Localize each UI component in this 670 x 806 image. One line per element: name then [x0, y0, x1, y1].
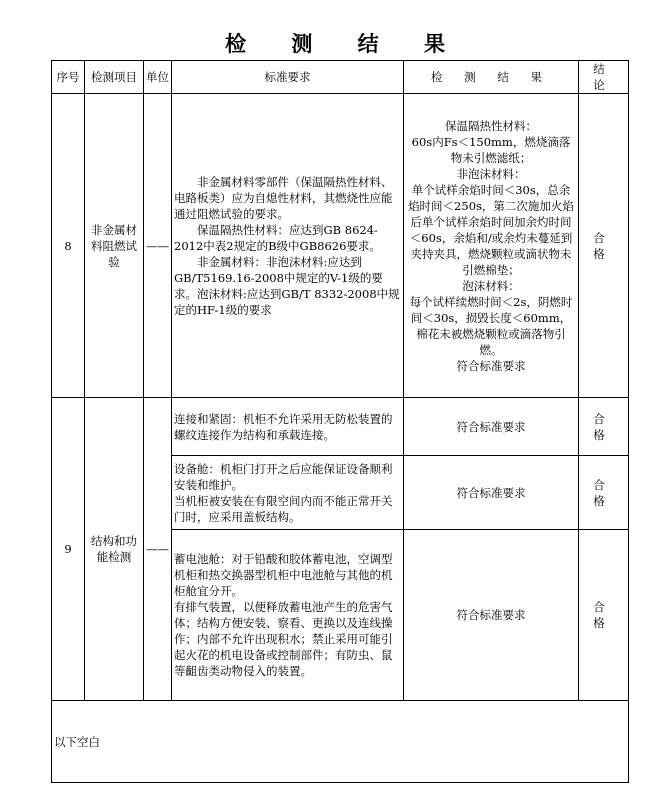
row8-result-l3: 非泡沫材料： [456, 166, 526, 181]
header-unit: 单位 [144, 61, 172, 94]
row8-result-l5: 泡沫材料： [462, 278, 520, 293]
blank-row [52, 701, 629, 783]
row8-result-l7: 符合标准要求 [456, 358, 526, 373]
results-table [51, 60, 629, 783]
page-title: 检 测 结 果 [225, 32, 464, 56]
row9b-standard [172, 456, 404, 530]
table-row-8 [52, 94, 629, 398]
row8-standard [172, 94, 404, 398]
header-result: 检 测 结 果 [404, 61, 579, 94]
header-conclusion: 结 论 [579, 61, 629, 94]
header-standard: 标准要求 [172, 61, 404, 94]
row9-item: 结构和功能检测 [85, 398, 144, 701]
header-item: 检测项目 [85, 61, 144, 94]
row9b-standard-p2: 当机柜被安装在有限空间内而不能正常开关门时，应采用盖板结构。 [174, 493, 393, 524]
row9b-conclusion: 合 格 [579, 456, 629, 530]
footer-note: 以下空白 [52, 701, 629, 783]
row8-result [404, 94, 579, 398]
row8-conclusion: 合 格 [579, 94, 629, 398]
row9a-conclusion: 合 格 [579, 398, 629, 456]
row8-result-l2: 60s内Fs＜150mm，燃烧滴落物未引燃滤纸； [411, 134, 571, 165]
row9c-conclusion: 合 格 [579, 530, 629, 701]
row9c-standard-p1: 蓄电池舱：对于铅酸和胶体蓄电池，空调型机柜和热交换器型机柜中电池舱与其他的机柜舱宜分开。 [174, 552, 393, 598]
row8-result-l1: 保温隔热性材料： [445, 118, 537, 133]
row8-standard-p1: 非金属材料零部件（保温隔热性材料、电路板类）应为自熄性材料，其燃烧性应能通过阻燃试验的要求。 [174, 174, 393, 221]
row9b-standard-p1: 设备舱：机柜门打开之后应能保证设备顺利安装和维护。 [174, 461, 393, 492]
row8-item: 非金属材料阻燃试验 [85, 94, 144, 398]
row9a-standard: 连接和紧固：机柜不允许采用无防松装置的螺纹连接作为结构和承载连接。 [172, 398, 404, 456]
row9c-standard-p2: 有排气装置，以便释放蓄电池产生的危害气体；结构方便安装、察看、更换以及连线操作；内部不允许出现积水；禁止采用可能引起火花的机电设备或控制部件；有防虫、鼠等齟齿类动物侵入的装置。 [174, 600, 393, 678]
row8-no: 8 [52, 94, 85, 398]
row8-standard-p3: 非金属材料：非泡沫材料:应达到GB/T5169.16-2008中规定的V-1级的要求。泡沫材料:应达到GB/T 8332-2008中规定的HF-1级的要求 [174, 254, 400, 317]
row8-result-l4: 单个试样余焰时间＜30s，总余焰时间＜250s，第二次施加火焰后单个试样余焰时间加余灼时间＜60s，余焰和/或余灼未蔓延到夹持夹具，燃烧颗粒或滴状物未引燃棉垫； [408, 182, 574, 277]
header-row [52, 61, 629, 94]
row8-unit: —— [144, 94, 172, 398]
row9-unit: —— [144, 398, 172, 701]
row8-standard-p2: 保温隔热性材料：应达到GB 8624-2012中表2规定的B级中GB8626要求。 [174, 222, 381, 253]
row9c-standard [172, 530, 404, 701]
row9b-result: 符合标准要求 [404, 456, 579, 530]
row9c-result: 符合标准要求 [404, 530, 579, 701]
row9-no: 9 [52, 398, 85, 701]
table-row-9a [52, 398, 629, 456]
header-no: 序号 [52, 61, 85, 94]
row8-result-l6: 每个试样续燃时间＜2s，阴燃时间＜30s，损毁长度＜60mm，棉花未被燃烧颗粒或滴落物引燃。 [409, 294, 573, 357]
row9a-result: 符合标准要求 [404, 398, 579, 456]
